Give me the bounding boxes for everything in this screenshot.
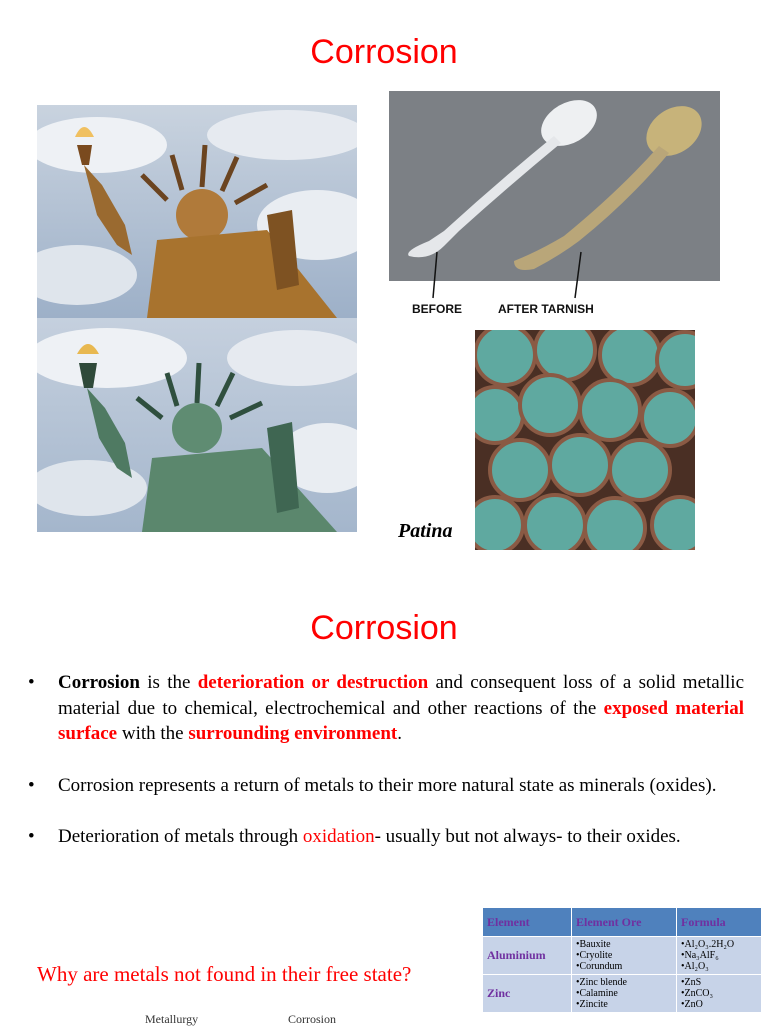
element-ore-table <box>482 907 762 1013</box>
cell-formulas <box>677 975 762 1013</box>
table-header-row <box>483 908 762 937</box>
formula-item: •Na₃AlF₆ <box>681 950 719 961</box>
highlight-deterioration: deterioration or destruction <box>197 672 429 693</box>
formula-item: •ZnS <box>681 977 702 988</box>
header-element: Element <box>483 908 572 937</box>
bullet-symbol: • <box>28 826 35 847</box>
table-row <box>483 937 762 975</box>
cell-formulas <box>677 937 762 975</box>
formula-item: •Al₂O₃.2H₂O <box>681 939 735 950</box>
statue-of-liberty-copper-image <box>37 105 357 318</box>
highlight-exposed-surface: exposed material surface <box>58 697 744 744</box>
cell-element: Zinc <box>483 975 572 1013</box>
bullet-list <box>28 670 744 876</box>
ore-item: •Corundum <box>576 961 623 972</box>
highlight-oxidation: oxidation <box>302 826 375 847</box>
header-element-ore: Element Ore <box>572 908 677 937</box>
patina-coins-image <box>475 330 695 550</box>
metallurgy-label: Metallurgy <box>145 1012 199 1026</box>
patina-label: Patina <box>398 520 453 542</box>
bullet-symbol: • <box>28 672 35 693</box>
ore-item: •Cryolite <box>576 950 613 961</box>
ore-item: •Zinc blende <box>576 977 627 988</box>
formula-item: •Al₂O₃ <box>681 961 709 972</box>
statue-of-liberty-green-image <box>37 318 357 532</box>
highlight-environment: surrounding environment <box>188 723 398 744</box>
text-segment: - usually but not always- to their oxides. <box>374 826 681 847</box>
ore-item: •Bauxite <box>576 939 611 950</box>
slide1-title: Corrosion <box>310 33 458 71</box>
ore-item: •Calamine <box>576 988 618 999</box>
formula-item: •ZnO <box>681 999 703 1010</box>
ore-item: •Zincite <box>576 999 608 1010</box>
before-caption: BEFORE <box>412 302 463 316</box>
corrosion-label: Corrosion <box>288 1012 336 1026</box>
bullet-oxidation <box>28 824 744 850</box>
text-segment: is the <box>139 672 198 693</box>
cell-ores <box>572 975 677 1013</box>
text-segment: . <box>397 723 402 744</box>
text-segment: and consequent loss of a solid metallic material due to chemical, electrochemical and other reactions of the <box>58 672 744 719</box>
after-tarnish-caption: AFTER TARNISH <box>498 302 594 316</box>
cell-ores <box>572 937 677 975</box>
caption-pointer-lines <box>389 250 720 300</box>
term-corrosion: Corrosion <box>58 672 140 693</box>
text-segment: with the <box>117 723 189 744</box>
formula-item: •ZnCO₃ <box>681 988 713 999</box>
bullet-text: Corrosion represents a return of metals to their more natural state as minerals (oxides). <box>58 774 717 796</box>
bullet-symbol: • <box>28 774 35 796</box>
header-formula: Formula <box>677 908 762 937</box>
table-row <box>483 975 762 1013</box>
text-segment: Deterioration of metals through <box>58 826 303 847</box>
bullet-natural-state <box>28 773 744 799</box>
slide2-title: Corrosion <box>310 609 458 647</box>
bullet-definition <box>28 670 744 747</box>
cell-element: Aluminium <box>483 937 572 975</box>
question-text: Why are metals not found in their free state? <box>37 962 412 986</box>
